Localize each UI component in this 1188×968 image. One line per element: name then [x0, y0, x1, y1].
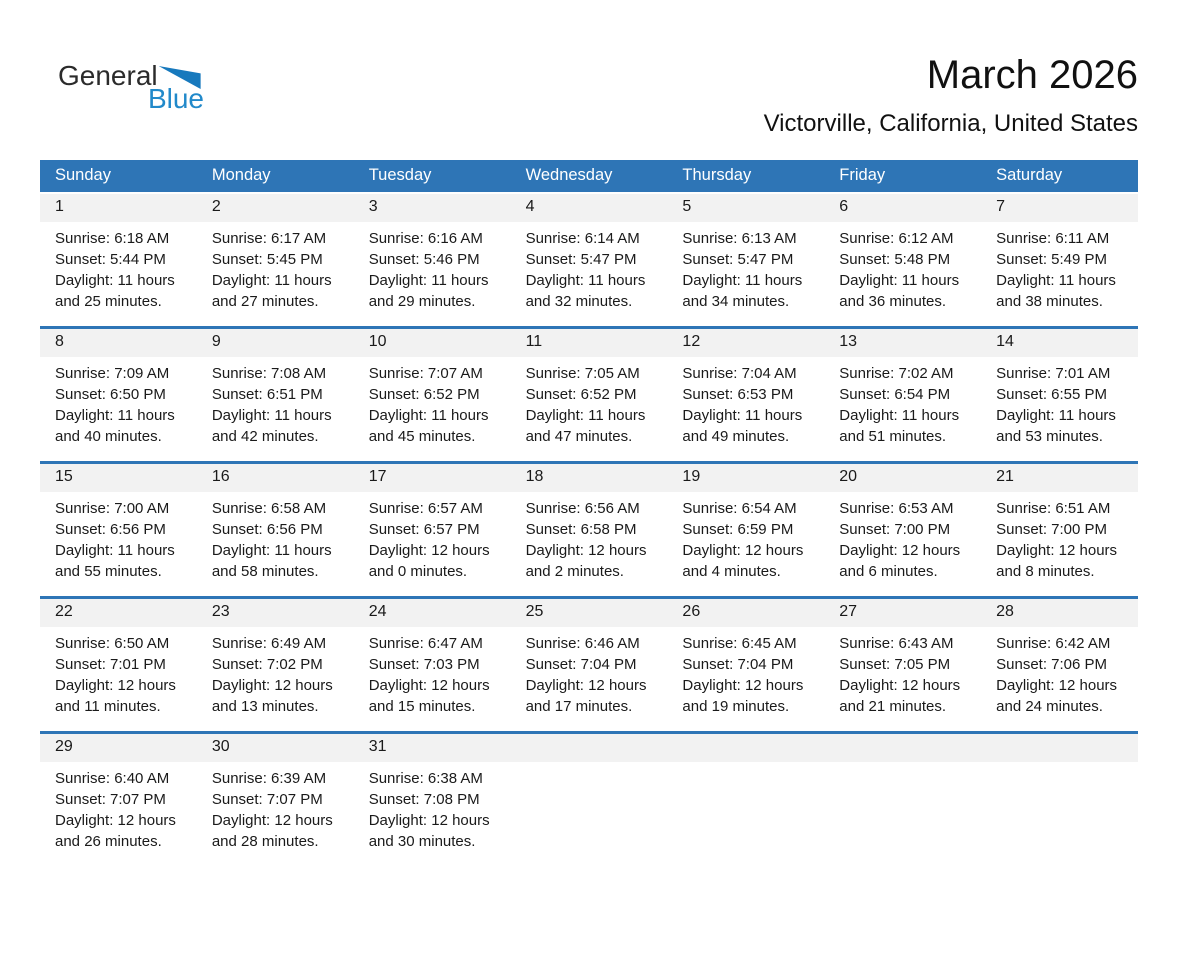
- calendar-day-cell: [511, 464, 668, 596]
- day-number: 21: [981, 464, 1138, 492]
- calendar-day-cell: [824, 329, 981, 461]
- day-details: [824, 357, 981, 461]
- day-details: [354, 357, 511, 461]
- sunrise-text: Sunrise: 6:57 AM: [368, 500, 483, 517]
- sunset-text: Sunset: 5:48 PM: [839, 251, 951, 268]
- day-details: [354, 222, 511, 326]
- sunset-text: Sunset: 6:57 PM: [368, 521, 480, 538]
- day-details: [40, 357, 197, 461]
- sunrise-text: Sunrise: 6:40 AM: [55, 770, 170, 787]
- calendar-day-cell: [667, 329, 824, 461]
- calendar-weeks: [40, 194, 1138, 866]
- day-number: 14: [981, 329, 1138, 357]
- calendar-day-cell: [667, 464, 824, 596]
- day-details: [981, 492, 1138, 596]
- day-details: [981, 222, 1138, 326]
- sunrise-text: Sunrise: 6:18 AM: [55, 230, 170, 247]
- sunset-text: Sunset: 6:52 PM: [525, 386, 637, 403]
- sunset-text: Sunset: 6:53 PM: [682, 386, 794, 403]
- sunset-text: Sunset: 7:00 PM: [839, 521, 951, 538]
- logo-blue-text: Blue: [147, 83, 204, 114]
- title-block: [764, 52, 1138, 138]
- sunset-text: Sunset: 7:07 PM: [55, 791, 166, 808]
- day-number: 8: [40, 329, 197, 357]
- day-number: 15: [40, 464, 197, 492]
- daylight-text: Daylight: 12 hours and 11 minutes.: [55, 677, 176, 715]
- calendar-day-cell: [981, 464, 1138, 596]
- daylight-text: Daylight: 12 hours and 2 minutes.: [525, 542, 647, 580]
- day-number: 29: [40, 734, 197, 762]
- day-details: [197, 762, 354, 866]
- logo-general-text: General: [58, 60, 158, 91]
- day-header-sunday: Sunday: [55, 166, 111, 184]
- day-details: [197, 222, 354, 326]
- sunset-text: Sunset: 7:03 PM: [368, 656, 480, 673]
- calendar-table: [40, 160, 1138, 866]
- empty-day-cell: [667, 734, 824, 866]
- sunset-text: Sunset: 7:01 PM: [55, 656, 166, 673]
- calendar-day-cell: [981, 599, 1138, 731]
- day-header-thursday: Thursday: [682, 166, 752, 184]
- day-number: 6: [824, 194, 981, 222]
- day-header-friday: Friday: [839, 166, 886, 184]
- day-header-tuesday: Tuesday: [368, 166, 432, 184]
- empty-day-cell: [511, 734, 668, 866]
- calendar-day-cell: [197, 464, 354, 596]
- sunrise-text: Sunrise: 6:11 AM: [996, 230, 1110, 247]
- calendar-day-cell: [40, 194, 197, 326]
- sunrise-text: Sunrise: 6:45 AM: [682, 635, 797, 652]
- sunset-text: Sunset: 6:59 PM: [682, 521, 794, 538]
- sunset-text: Sunset: 5:47 PM: [682, 251, 794, 268]
- day-number: 7: [981, 194, 1138, 222]
- sunrise-text: Sunrise: 6:53 AM: [839, 500, 954, 517]
- daylight-text: Daylight: 11 hours and 47 minutes.: [525, 407, 646, 445]
- day-details: [40, 762, 197, 866]
- calendar-day-cell: [354, 599, 511, 731]
- sunrise-text: Sunrise: 6:39 AM: [211, 770, 327, 787]
- location-subtitle: Victorville, California, United States: [763, 110, 1138, 137]
- daylight-text: Daylight: 12 hours and 28 minutes.: [211, 812, 333, 850]
- sunrise-text: Sunrise: 7:09 AM: [55, 365, 170, 382]
- calendar-day-cell: [981, 329, 1138, 461]
- week-row: [40, 461, 1138, 596]
- day-number: 12: [667, 329, 824, 357]
- day-number: 3: [354, 194, 511, 222]
- day-header-monday: Monday: [211, 166, 271, 184]
- empty-day-cell: [824, 734, 981, 866]
- calendar-day-cell: [354, 464, 511, 596]
- day-details: [40, 492, 197, 596]
- calendar-day-cell: [824, 464, 981, 596]
- day-details: [667, 492, 824, 596]
- sunrise-text: Sunrise: 6:16 AM: [368, 230, 483, 247]
- daylight-text: Daylight: 11 hours and 51 minutes.: [839, 407, 960, 445]
- daylight-text: Daylight: 12 hours and 8 minutes.: [996, 542, 1118, 580]
- day-details: [667, 357, 824, 461]
- day-details: [511, 492, 668, 596]
- sunrise-text: Sunrise: 6:42 AM: [996, 635, 1111, 652]
- day-details: [981, 627, 1138, 731]
- day-number: [824, 734, 981, 762]
- day-details: [667, 762, 824, 782]
- sunset-text: Sunset: 5:44 PM: [55, 251, 166, 268]
- daylight-text: Daylight: 11 hours and 42 minutes.: [211, 407, 332, 445]
- calendar-day-cell: [40, 734, 197, 866]
- sunrise-text: Sunrise: 7:04 AM: [682, 365, 797, 382]
- sunset-text: Sunset: 7:06 PM: [996, 656, 1108, 673]
- sunrise-text: Sunrise: 7:08 AM: [211, 365, 327, 382]
- sunset-text: Sunset: 5:47 PM: [525, 251, 637, 268]
- day-details: [40, 627, 197, 731]
- day-number: 9: [197, 329, 354, 357]
- sunrise-text: Sunrise: 6:50 AM: [55, 635, 170, 652]
- day-number: 25: [511, 599, 668, 627]
- day-number: 26: [667, 599, 824, 627]
- sunset-text: Sunset: 6:58 PM: [525, 521, 637, 538]
- day-number: 1: [40, 194, 197, 222]
- day-number: 16: [197, 464, 354, 492]
- sunset-text: Sunset: 6:56 PM: [55, 521, 166, 538]
- day-number: 10: [354, 329, 511, 357]
- week-row: [40, 596, 1138, 731]
- calendar-day-cell: [511, 329, 668, 461]
- sunset-text: Sunset: 7:08 PM: [368, 791, 480, 808]
- daylight-text: Daylight: 12 hours and 4 minutes.: [682, 542, 804, 580]
- daylight-text: Daylight: 11 hours and 36 minutes.: [839, 272, 960, 310]
- calendar-day-cell: [511, 194, 668, 326]
- sunset-text: Sunset: 6:50 PM: [55, 386, 166, 403]
- sunset-text: Sunset: 7:07 PM: [211, 791, 323, 808]
- calendar-page: [0, 50, 1188, 968]
- day-number: 27: [824, 599, 981, 627]
- calendar-day-cell: [824, 194, 981, 326]
- day-details: [197, 492, 354, 596]
- daylight-text: Daylight: 12 hours and 21 minutes.: [839, 677, 961, 715]
- sunrise-text: Sunrise: 6:38 AM: [368, 770, 483, 787]
- calendar-day-cell: [40, 599, 197, 731]
- calendar-day-cell: [354, 194, 511, 326]
- sunrise-text: Sunrise: 6:43 AM: [839, 635, 954, 652]
- sunrise-text: Sunrise: 6:49 AM: [211, 635, 327, 652]
- logo: [58, 62, 206, 112]
- calendar-day-cell: [667, 194, 824, 326]
- day-number: 13: [824, 329, 981, 357]
- daylight-text: Daylight: 11 hours and 55 minutes.: [55, 542, 175, 580]
- calendar-day-cell: [197, 734, 354, 866]
- day-number: 4: [511, 194, 668, 222]
- empty-day-cell: [981, 734, 1138, 866]
- daylight-text: Daylight: 12 hours and 17 minutes.: [525, 677, 647, 715]
- day-number: 23: [197, 599, 354, 627]
- calendar-day-cell: [40, 464, 197, 596]
- day-header-saturday: Saturday: [996, 166, 1063, 184]
- calendar-day-cell: [981, 194, 1138, 326]
- day-header-wednesday: Wednesday: [525, 166, 613, 184]
- sunset-text: Sunset: 6:54 PM: [839, 386, 951, 403]
- calendar-day-cell: [667, 599, 824, 731]
- daylight-text: Daylight: 11 hours and 49 minutes.: [682, 407, 803, 445]
- day-number: 24: [354, 599, 511, 627]
- week-row: [40, 326, 1138, 461]
- week-row: [40, 731, 1138, 866]
- day-number: 22: [40, 599, 197, 627]
- day-details: [824, 222, 981, 326]
- day-number: 31: [354, 734, 511, 762]
- sunset-text: Sunset: 5:45 PM: [211, 251, 323, 268]
- day-number: 17: [354, 464, 511, 492]
- day-details: [354, 627, 511, 731]
- day-number: [981, 734, 1138, 762]
- daylight-text: Daylight: 12 hours and 24 minutes.: [996, 677, 1118, 715]
- sunrise-text: Sunrise: 7:01 AM: [996, 365, 1111, 382]
- sunset-text: Sunset: 6:56 PM: [211, 521, 323, 538]
- day-number: 19: [667, 464, 824, 492]
- daylight-text: Daylight: 11 hours and 34 minutes.: [682, 272, 803, 310]
- daylight-text: Daylight: 11 hours and 27 minutes.: [211, 272, 332, 310]
- daylight-text: Daylight: 11 hours and 32 minutes.: [525, 272, 646, 310]
- daylight-text: Daylight: 12 hours and 30 minutes.: [368, 812, 490, 850]
- calendar-day-cell: [824, 599, 981, 731]
- sunrise-text: Sunrise: 6:17 AM: [211, 230, 327, 247]
- day-number: [667, 734, 824, 762]
- sunset-text: Sunset: 7:04 PM: [525, 656, 637, 673]
- day-details: [511, 222, 668, 326]
- calendar-day-cell: [197, 329, 354, 461]
- sunrise-text: Sunrise: 7:00 AM: [55, 500, 170, 517]
- sunset-text: Sunset: 5:46 PM: [368, 251, 480, 268]
- daylight-text: Daylight: 12 hours and 13 minutes.: [211, 677, 333, 715]
- daylight-text: Daylight: 12 hours and 19 minutes.: [682, 677, 804, 715]
- calendar-day-cell: [40, 329, 197, 461]
- sunrise-text: Sunrise: 6:58 AM: [211, 500, 327, 517]
- day-number: 18: [511, 464, 668, 492]
- daylight-text: Daylight: 11 hours and 58 minutes.: [211, 542, 332, 580]
- day-number: 5: [667, 194, 824, 222]
- day-number: 28: [981, 599, 1138, 627]
- day-details: [511, 627, 668, 731]
- sunset-text: Sunset: 5:49 PM: [996, 251, 1108, 268]
- daylight-text: Daylight: 12 hours and 6 minutes.: [839, 542, 961, 580]
- sunset-text: Sunset: 6:55 PM: [996, 386, 1108, 403]
- day-details: [354, 492, 511, 596]
- sunrise-text: Sunrise: 6:56 AM: [525, 500, 640, 517]
- day-details: [981, 357, 1138, 461]
- day-number: 30: [197, 734, 354, 762]
- day-number: [511, 734, 668, 762]
- day-details: [667, 222, 824, 326]
- sunrise-text: Sunrise: 6:13 AM: [682, 230, 797, 247]
- day-details: [197, 627, 354, 731]
- sunset-text: Sunset: 6:51 PM: [211, 386, 323, 403]
- month-title: March 2026: [926, 53, 1138, 97]
- weekday-header-row: [40, 160, 1138, 192]
- calendar-day-cell: [511, 599, 668, 731]
- sunrise-text: Sunrise: 6:12 AM: [839, 230, 954, 247]
- sunset-text: Sunset: 6:52 PM: [368, 386, 480, 403]
- daylight-text: Daylight: 11 hours and 38 minutes.: [996, 272, 1116, 310]
- sunrise-text: Sunrise: 6:14 AM: [525, 230, 640, 247]
- daylight-text: Daylight: 11 hours and 40 minutes.: [55, 407, 175, 445]
- sunrise-text: Sunrise: 6:54 AM: [682, 500, 797, 517]
- day-number: 20: [824, 464, 981, 492]
- day-details: [511, 357, 668, 461]
- calendar-day-cell: [197, 599, 354, 731]
- day-details: [824, 762, 981, 782]
- day-details: [40, 222, 197, 326]
- day-details: [197, 357, 354, 461]
- daylight-text: Daylight: 11 hours and 53 minutes.: [996, 407, 1116, 445]
- sunset-text: Sunset: 7:05 PM: [839, 656, 951, 673]
- sunrise-text: Sunrise: 7:07 AM: [368, 365, 483, 382]
- daylight-text: Daylight: 11 hours and 29 minutes.: [368, 272, 489, 310]
- sunrise-text: Sunrise: 6:47 AM: [368, 635, 483, 652]
- daylight-text: Daylight: 11 hours and 45 minutes.: [368, 407, 489, 445]
- day-details: [354, 762, 511, 866]
- sunset-text: Sunset: 7:02 PM: [211, 656, 323, 673]
- daylight-text: Daylight: 11 hours and 25 minutes.: [55, 272, 175, 310]
- page-header: [40, 50, 1138, 138]
- day-details: [667, 627, 824, 731]
- daylight-text: Daylight: 12 hours and 26 minutes.: [55, 812, 176, 850]
- sunrise-text: Sunrise: 7:02 AM: [839, 365, 954, 382]
- day-number: 11: [511, 329, 668, 357]
- day-details: [511, 762, 668, 782]
- sunrise-text: Sunrise: 6:51 AM: [996, 500, 1111, 517]
- calendar-day-cell: [354, 329, 511, 461]
- calendar-day-cell: [354, 734, 511, 866]
- week-row: [40, 194, 1138, 326]
- calendar-day-cell: [197, 194, 354, 326]
- sunset-text: Sunset: 7:00 PM: [996, 521, 1108, 538]
- day-number: 2: [197, 194, 354, 222]
- daylight-text: Daylight: 12 hours and 15 minutes.: [368, 677, 490, 715]
- sunrise-text: Sunrise: 7:05 AM: [525, 365, 640, 382]
- daylight-text: Daylight: 12 hours and 0 minutes.: [368, 542, 490, 580]
- day-details: [824, 492, 981, 596]
- sunrise-text: Sunrise: 6:46 AM: [525, 635, 640, 652]
- day-details: [824, 627, 981, 731]
- sunset-text: Sunset: 7:04 PM: [682, 656, 794, 673]
- day-details: [981, 762, 1138, 782]
